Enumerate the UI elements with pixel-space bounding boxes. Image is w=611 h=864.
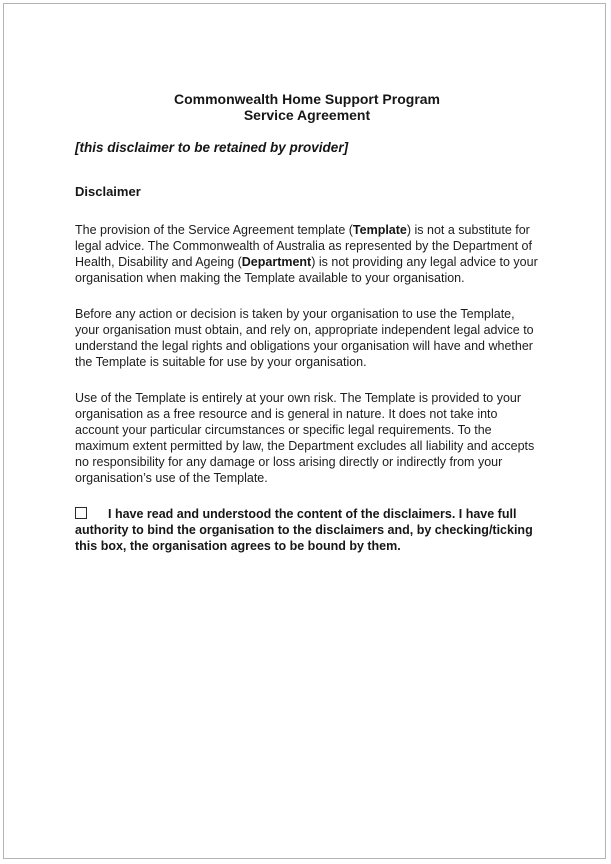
template-defined-term: Template	[352, 223, 407, 237]
page-content	[4, 4, 605, 554]
disclaimer-paragraph-1	[75, 222, 539, 286]
document-title-line1: Commonwealth Home Support Program	[173, 91, 441, 107]
document-title	[75, 91, 539, 123]
document-page	[3, 3, 606, 859]
disclaimer-agree-checkbox[interactable]	[75, 507, 87, 519]
acknowledgement-paragraph	[75, 506, 539, 554]
disclaimer-heading: Disclaimer	[75, 184, 141, 199]
document-title-line2: Service Agreement	[243, 107, 371, 123]
retain-note: [this disclaimer to be retained by provider]	[75, 140, 349, 155]
disclaimer-paragraph-2: Before any action or decision is taken by your organisation to use the Template, your organisation must obtain, and rely on, appropriate independent legal advice to understand the legal rights and obligations your organisation will have and whether the Template is suitable for use by your organisation.	[75, 307, 534, 369]
paragraph-text: ) is not providing any legal advice to your organisation when making the Template available to your organisation.	[75, 255, 538, 285]
acknowledgement-text: I have read and understood the content of the disclaimers. I have full authority to bind the organisation to the disclaimers and, by checking/ticking this box, the organisation agrees to be bound by them.	[75, 507, 533, 553]
department-defined-term: Department	[241, 255, 312, 269]
paragraph-text: ) is not a substitute for legal advice. The Commonwealth of Australia as represented by the Department of Health, Disability and Ageing (	[75, 223, 532, 269]
disclaimer-paragraph-3: Use of the Template is entirely at your own risk. The Template is provided to your organisation as a free resource and is general in nature. It does not take into account your particular circumstances or specific legal requirements. To the maximum extent permitted by law, the Department excludes all liability and accepts no responsibility for any damage or loss arising directly or indirectly from your organisation’s use of the Template.	[75, 391, 535, 485]
paragraph-text: The provision of the Service Agreement template (	[75, 223, 353, 237]
